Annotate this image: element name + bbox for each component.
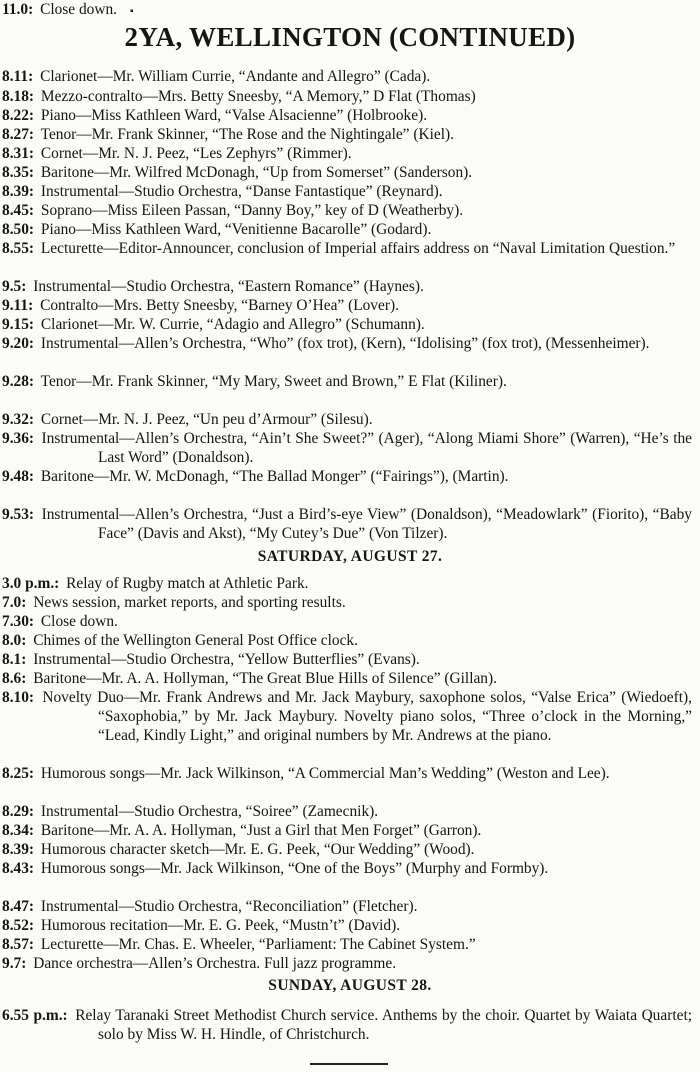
entry-description: Novelty Duo—Mr. Frank Andrews and Mr. Jack Maybury, saxophone solos, “Valse Erica” (Wiedoeft), “Saxophobia,” by Mr. Jack Maybury. Novelty piano solos, “Three o’clock in the Morning,” “Lead, Kindly Light,” and original numbers by Mr. Andrews at the piano. — [37, 689, 692, 744]
entry-description: Baritone—Mr. W. McDonagh, “The Ballad Monger” (“Fairings”), (Martin). — [37, 468, 509, 485]
entry-description: Contralto—Mrs. Betty Sneesby, “Barney O’Hea” (Lover). — [36, 297, 399, 314]
friday-entry — [2, 163, 692, 182]
entry-description: Close down. — [37, 613, 118, 630]
entry-description: Instrumental—Allen’s Orchestra, “Who” (fox trot), (Kern), “Idolising” (fox trot), (Messenheimer). — [37, 335, 650, 352]
saturday-entry — [2, 650, 692, 669]
entry-time: 9.20: — [2, 335, 35, 352]
entry-time: 8.10: — [2, 689, 35, 706]
friday-entry — [2, 277, 692, 296]
entry-description: Tenor—Mr. Frank Skinner, “The Rose and the Nightingale” (Kiel). — [37, 126, 454, 143]
entry-time: 9.5: — [2, 278, 27, 295]
entry-description: Instrumental—Allen’s Orchestra, “Just a Bird’s-eye View” (Donaldson), “Meadowlark” (Fiorito), “Baby Face” (Davis and Akst), “My Cutey’s Due” (Von Tilzer). — [37, 506, 692, 542]
entry-time: 8.25: — [2, 765, 35, 782]
entry-description: Piano—Miss Kathleen Ward, “Valse Alsacienne” (Holbrooke). — [37, 107, 428, 124]
entry-description: Relay of Rugby match at Athletic Park. — [62, 575, 309, 592]
entry-description: Instrumental—Studio Orchestra, “Eastern Romance” (Haynes). — [29, 278, 424, 295]
entry-time: 8.52: — [2, 917, 35, 934]
saturday-entry — [2, 631, 692, 650]
entry-description: Instrumental—Studio Orchestra, “Soiree” (Zamecnik). — [37, 803, 379, 820]
sunday-entry — [2, 1006, 692, 1044]
entry-time: 8.31: — [2, 145, 35, 162]
entry-description: Instrumental—Allen’s Orchestra, “Ain’t She Sweet?” (Ager), “Along Miami Shore” (Warren), “He’s the Last Word” (Donaldson). — [37, 430, 692, 466]
saturday-heading: SATURDAY, AUGUST 27. — [257, 548, 443, 565]
entry-time: 9.11: — [2, 297, 34, 314]
entry-description: Baritone—Mr. Wilfred McDonagh, “Up from Somerset” (Sanderson). — [37, 164, 473, 181]
entry-description: Relay Taranaki Street Methodist Church service. Anthems by the choir. Quartet by Waiata Quartet; solo by Miss W. H. Hindle, of Christchurch. — [70, 1007, 692, 1043]
entry-description: Cornet—Mr. N. J. Peez, “Les Zephyrs” (Rimmer). — [37, 145, 352, 162]
entry-description: Soprano—Miss Eileen Passan, “Danny Boy,” key of D (Weatherby). — [37, 202, 464, 219]
entry-time: 6.55 p.m.: — [2, 1007, 68, 1024]
entry-time: 8.47: — [2, 898, 35, 915]
entry-time: 9.53: — [2, 506, 35, 523]
entry-time: 9.28: — [2, 373, 35, 390]
entry-description: Close down. — [36, 1, 118, 18]
entry-description: News session, market reports, and sporting results. — [29, 594, 346, 611]
saturday-entry — [2, 612, 692, 631]
saturday-entry — [2, 821, 692, 840]
saturday-entry — [2, 669, 692, 688]
ink-speck: ▪ — [130, 6, 134, 17]
entry-time: 9.15: — [2, 316, 35, 333]
entry-description: Mezzo-contralto—Mrs. Betty Sneesby, “A Memory,” D Flat (Thomas) — [37, 88, 476, 105]
entry-description: Humorous songs—Mr. Jack Wilkinson, “A Commercial Man’s Wedding” (Weston and Lee). — [37, 765, 610, 782]
entry-description: Instrumental—Studio Orchestra, “Reconciliation” (Fletcher). — [37, 898, 418, 915]
entry-description: Lecturette—Mr. Chas. E. Wheeler, “Parliament: The Cabinet System.” — [37, 936, 476, 953]
friday-entry — [2, 125, 692, 144]
entry-description: Chimes of the Wellington General Post Office clock. — [29, 632, 358, 649]
entry-time: 8.22: — [2, 107, 35, 124]
friday-entry — [2, 296, 692, 315]
friday-entry — [2, 144, 692, 163]
entry-time: 8.45: — [2, 202, 35, 219]
saturday-entry — [2, 574, 692, 593]
entry-description: Tenor—Mr. Frank Skinner, “My Mary, Sweet and Brown,” E Flat (Kiliner). — [37, 373, 507, 390]
saturday-entry — [2, 840, 692, 859]
friday-entry — [2, 429, 692, 467]
entry-time: 8.57: — [2, 936, 35, 953]
friday-entry — [2, 372, 692, 391]
entry-description: Baritone—Mr. A. A. Hollyman, “Just a Girl that Men Forget” (Garron). — [37, 822, 482, 839]
entry-description: Cornet—Mr. N. J. Peez, “Un peu d’Armour” (Silesu). — [37, 411, 373, 428]
entry-description: Humorous character sketch—Mr. E. G. Peek, “Our Wedding” (Wood). — [37, 841, 475, 858]
friday-entry — [2, 467, 692, 486]
saturday-entry — [2, 688, 692, 745]
entry-time: 8.1: — [2, 651, 27, 668]
friday-entry — [2, 182, 692, 201]
entry-description: Humorous songs—Mr. Jack Wilkinson, “One of the Boys” (Murphy and Formby). — [37, 860, 549, 877]
entry-time: 11.0: — [2, 1, 34, 18]
entry-time: 9.48: — [2, 468, 35, 485]
entry-time: 3.0 p.m.: — [2, 575, 60, 592]
entry-description: Clarionet—Mr. W. Currie, “Adagio and Allegro” (Schumann). — [37, 316, 425, 333]
end-rule — [310, 1063, 388, 1065]
entry-description: Humorous recitation—Mr. E. G. Peek, “Mustn’t” (David). — [37, 917, 401, 934]
friday-entry — [2, 201, 692, 220]
friday-entry — [2, 410, 692, 429]
saturday-entry — [2, 859, 692, 878]
entry-time: 8.18: — [2, 88, 35, 105]
sunday-heading: SUNDAY, AUGUST 28. — [268, 977, 432, 994]
saturday-entry — [2, 897, 692, 916]
entry-time: 8.27: — [2, 126, 35, 143]
entry-time: 8.39: — [2, 841, 35, 858]
friday-entry — [2, 505, 692, 543]
entry-time: 8.34: — [2, 822, 35, 839]
saturday-entry — [2, 593, 692, 612]
entry-time: 8.11: — [2, 68, 34, 85]
entry-time: 9.36: — [2, 430, 35, 447]
entry-time: 8.43: — [2, 860, 35, 877]
saturday-entry — [2, 0, 692, 19]
entry-time: 8.29: — [2, 803, 35, 820]
friday-entry — [2, 87, 692, 106]
entry-time: 9.7: — [2, 955, 27, 972]
entry-time: 8.55: — [2, 240, 35, 257]
page-title: 2YA, WELLINGTON (CONTINUED) — [124, 22, 576, 52]
entry-time: 8.6: — [2, 670, 27, 687]
saturday-entry — [2, 954, 692, 973]
entry-description: Lecturette—Editor-Announcer, conclusion of Imperial affairs address on “Naval Limitation Question.” — [37, 240, 676, 257]
entry-time: 7.0: — [2, 594, 27, 611]
friday-entry — [2, 315, 692, 334]
friday-entry — [2, 220, 692, 239]
entry-description: Piano—Miss Kathleen Ward, “Venitienne Bacarolle” (Godard). — [37, 221, 432, 238]
friday-entry — [2, 67, 692, 86]
entry-time: 8.35: — [2, 164, 35, 181]
saturday-entry — [2, 764, 692, 783]
saturday-entry — [2, 802, 692, 821]
entry-description: Baritone—Mr. A. A. Hollyman, “The Great Blue Hills of Silence” (Gillan). — [29, 670, 497, 687]
entry-time: 8.39: — [2, 183, 35, 200]
entry-description: Instrumental—Studio Orchestra, “Danse Fantastique” (Reynard). — [37, 183, 443, 200]
friday-entry — [2, 239, 692, 258]
entry-description: Clarionet—Mr. William Currie, “Andante and Allegro” (Cada). — [36, 68, 431, 85]
entry-description: Dance orchestra—Allen’s Orchestra. Full jazz programme. — [29, 955, 397, 972]
friday-entry — [2, 106, 692, 125]
entry-time: 8.0: — [2, 632, 27, 649]
entry-description: Instrumental—Studio Orchestra, “Yellow Butterflies” (Evans). — [29, 651, 420, 668]
entry-time: 9.32: — [2, 411, 35, 428]
entry-time: 7.30: — [2, 613, 35, 630]
saturday-entry — [2, 935, 692, 954]
entry-time: 8.50: — [2, 221, 35, 238]
saturday-entry — [2, 916, 692, 935]
friday-entry — [2, 334, 692, 353]
